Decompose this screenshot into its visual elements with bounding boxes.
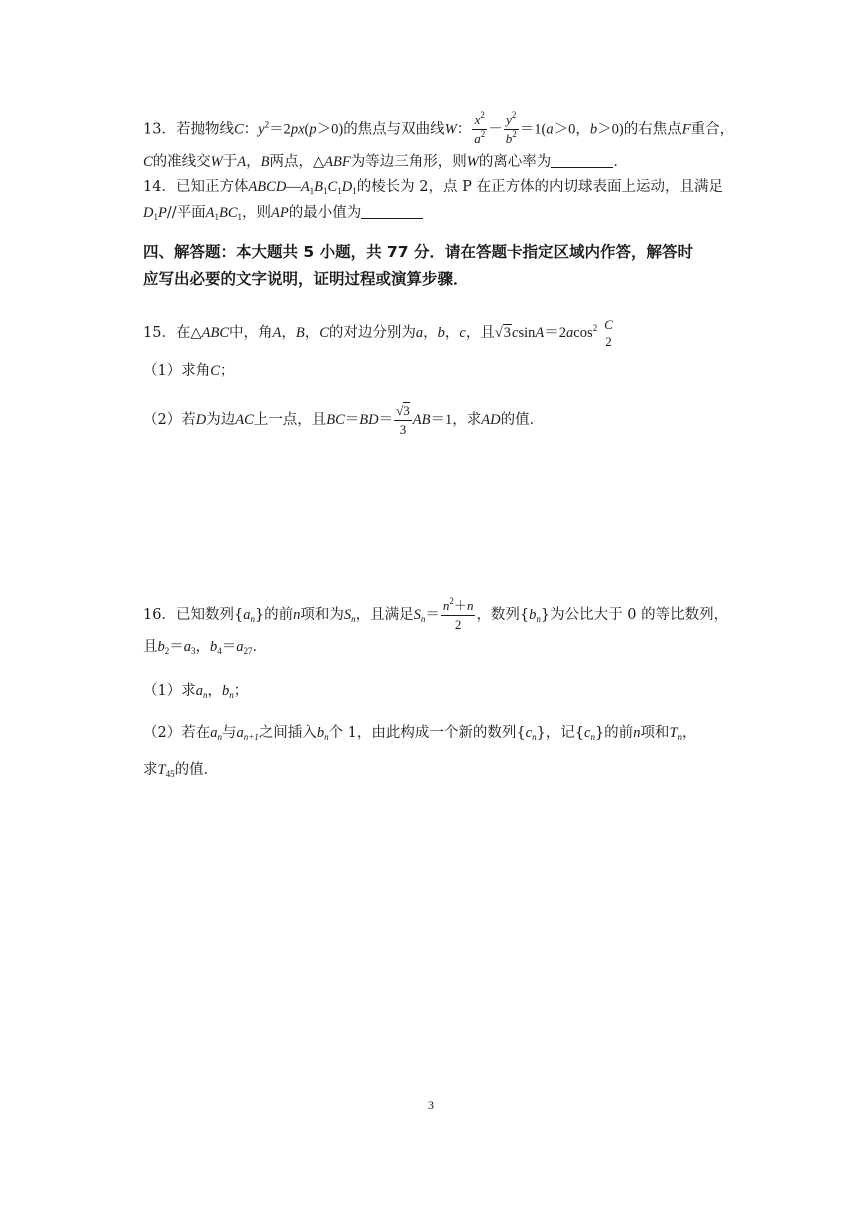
q15-number: 15． — [143, 325, 176, 341]
c-over-2-fraction: C 2 — [604, 317, 613, 349]
section-4-heading-line1: 四、解答题：本大题共 5 小题，共 77 分．请在答题卡指定区域内作答，解答时 — [143, 243, 693, 261]
q14-answer-blank[interactable] — [361, 206, 423, 219]
sqrt-3: √3 — [494, 325, 512, 341]
q14-line1: 14．已知正方体$ABCD—A_1B_1C_1D_1$的棱长为 2，点 P 在正方体的内切球表面上运动，且满足 — [143, 179, 723, 196]
q13-line2: C的准线交W于A，B两点，△ABF为等边三角形，则W的离心率为 ． — [143, 154, 628, 170]
q15-part2: （2）若D为边AC上一点，且BC＝BD＝ $\frac{√3}{3}$ AB＝1，求AD的值． — [143, 403, 545, 437]
hyperbola-x-fraction: $\frac{x^2}{a^2}$ — [474, 110, 486, 146]
q16-stem-line1: 16．已知数列$\{a_n\}$的前n项和为$S_n$，且满足$S_n=$ $\frac{n^2+n}{2}$ ，数列$\{b_n\}$为公比大于 0 的等比数列， — [143, 596, 729, 632]
q16-part2-cont: 求$T_{45}$的值． — [143, 762, 219, 779]
q15-stem: 15．在△ABC中，角A，B，C的对边分别为a，b，c，且√3csinA＝2acos$^2$ C 2 — [143, 317, 613, 349]
q13-answer-blank[interactable] — [551, 155, 613, 168]
page-number: 3 — [428, 1098, 434, 1112]
sn-fraction: $\frac{n^2+n}{2}$ — [442, 596, 474, 632]
sqrt3-over-3-fraction: $\frac{√3}{3}$ — [396, 403, 410, 437]
q16-part1: （1）求$a_n$，$b_n$； — [143, 683, 249, 700]
hyperbola-y-fraction: $\frac{y^2}{b^2}$ — [505, 110, 517, 146]
q13-number: 13． — [143, 121, 176, 138]
section-4-heading-line2: 应写出必要的文字说明，证明过程或演算步骤． — [143, 270, 469, 288]
q14-line2: $D_1P//$平面$A_1BC_1$，则AP的最小值为 — [143, 206, 423, 221]
q15-part1: （1）求角C； — [143, 363, 235, 379]
q14-number: 14． — [143, 179, 176, 195]
q16-number: 16． — [143, 607, 176, 623]
q16-part2: （2）若在$a_n$与$a_{n+1}$之间插入$b_n$个 1，由此构成一个新的数列$\{c_n\}$，记$\{c_n\}$的前n项和$T_n$， — [143, 725, 697, 742]
q13-line1: 13．若抛物线C：$y^2=2px(p>0)$的焦点与双曲线W： $\frac{x^2}{a^2}$ － $\frac{y^2}{b^2}$ ＝1(a＞0，b＞0)的右焦点F重合， — [143, 110, 735, 146]
q16-stem-line2: 且$b_2=a_3$，$b_4=a_{27}$． — [143, 639, 267, 656]
